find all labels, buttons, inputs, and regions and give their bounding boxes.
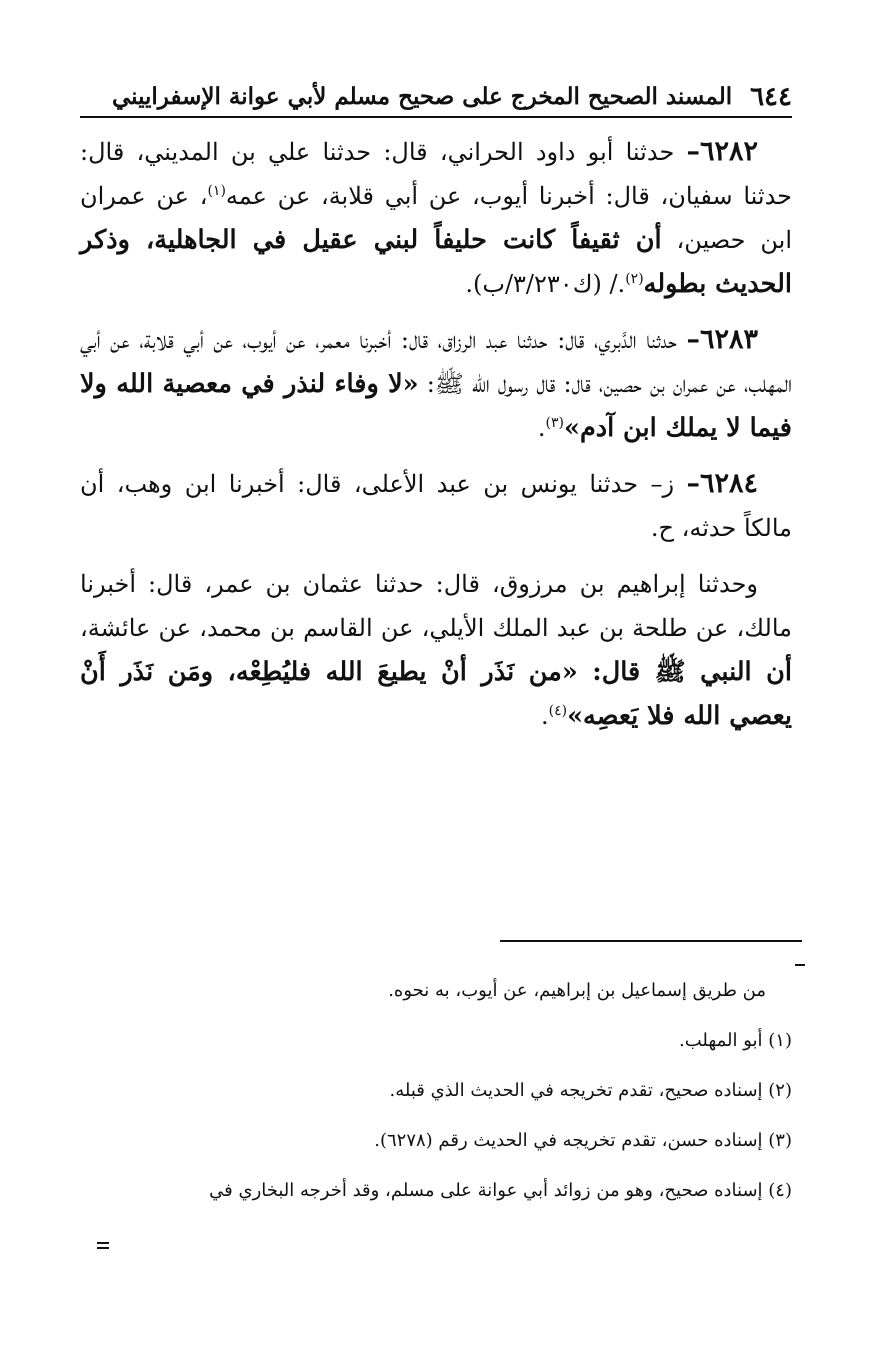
footnote-ref: (١) [207, 183, 226, 199]
hadith-text: ، عن عمران ابن حصين، [80, 182, 792, 254]
hadith-matn: أن النبي ﷺ قال: «من نَذَر أنْ يطيعَ الله فليُطِعْه، ومَن نَذَر أَنْ يعصي الله فلا يَعصِه» [80, 657, 792, 731]
continues-next-page-mark [97, 1242, 109, 1249]
hadith-6284-second-chain [80, 562, 792, 738]
footnotes [80, 978, 792, 1228]
footnote-separator [500, 940, 802, 942]
hadith-text: وحدثنا إبراهيم بن مرزوق، قال: حدثنا عثمان بن عمر، قال: أخبرنا مالك، عن طلحة بن عبد الملك الأيلي، عن القاسم بن محمد، عن عائشة، [80, 570, 792, 642]
footnote-ref: (٢) [625, 271, 644, 287]
hadith-number: ٦٢٨٢ [699, 136, 758, 167]
running-title: المسند الصحيح المخرج على صحيح مسلم لأبي عوانة الإسفراييني [111, 83, 733, 110]
continued-from-previous-mark [795, 964, 805, 966]
manuscript-ref: ./ (ك٣/٢٣٠/ب). [465, 270, 626, 298]
page-number: ٦٤٤ [750, 82, 792, 112]
hadith-6284 [80, 462, 792, 550]
footnote-1: (١) أبو المهلب. [678, 1030, 792, 1051]
hadith-tail: . [537, 414, 546, 442]
hadith-text: حدثنا الدَّبري، قال: حدثنا عبد الرزاق، قال: أخبرنا معمر، عن أيوب، عن أبي قلابة، عن أبي المهلب، عن عمران بن حصين، قال: قال رسول الله ﷺ: [80, 326, 792, 398]
footnote-3: (٣) إسناده حسن، تقدم تخريجه في الحديث رقم (٦٢٧٨). [374, 1130, 792, 1151]
footnote-2: (٢) إسناده صحيح، تقدم تخريجه في الحديث الذي قبله. [389, 1080, 792, 1101]
hadith-matn: «لا وفاء لنذر في معصية الله ولا فيما لا يملك ابن آدم» [80, 369, 792, 443]
hadith-text: حدثنا أبو داود الحراني، قال: حدثنا علي بن المديني، قال: حدثنا سفيان، قال: أخبرنا أيوب، عن أبي قلابة، عن عمه [80, 138, 793, 210]
hadith-text: ز– حدثنا يونس بن عبد الأعلى، قال: أخبرنا ابن وهب، أن مالكاً حدثه، ح. [80, 470, 792, 542]
hadith-6282 [80, 130, 792, 306]
footnote-continued: من طريق إسماعيل بن إبراهيم، عن أيوب، به نحوه. [388, 980, 766, 1001]
hadith-matn: أن ثقيفاً كانت حليفاً لبني عقيل في الجاهلية، وذكر الحديث بطوله [80, 225, 792, 299]
hadith-dash: – [686, 468, 700, 499]
hadith-dash: – [686, 324, 700, 355]
hadith-number: ٦٢٨٤ [699, 468, 758, 499]
hadith-6283 [80, 318, 792, 450]
page-header [80, 72, 792, 118]
footnote-ref: (٣) [545, 415, 565, 431]
footnote-ref: (٤) [548, 703, 568, 719]
hadith-tail: . [540, 702, 549, 730]
footnote-4: (٤) إسناده صحيح، وهو من زوائد أبي عوانة على مسلم، وقد أخرجه البخاري في [209, 1180, 792, 1201]
main-text [80, 130, 792, 750]
hadith-number: ٦٢٨٣ [699, 324, 758, 355]
hadith-dash: – [686, 136, 700, 167]
